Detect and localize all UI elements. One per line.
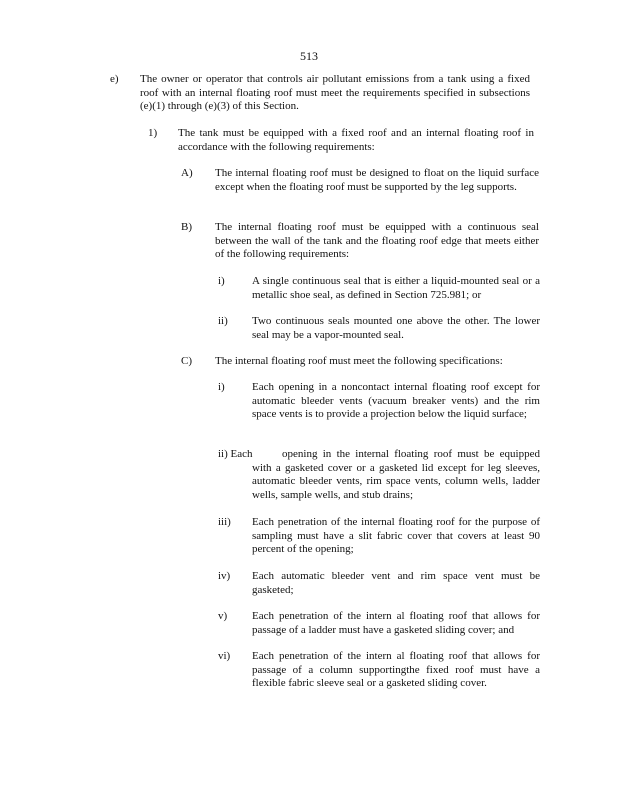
subparagraph-B-label: B) bbox=[181, 221, 192, 233]
subparagraph-A-label: A) bbox=[181, 167, 193, 179]
subparagraph-C-text: The internal floating roof must meet the following specifications: bbox=[215, 355, 503, 367]
subparagraph-B-item-ii-text: Two continuous seals mounted one above the other. The lower seal may be a vapor-mounted seal. bbox=[252, 315, 540, 341]
subparagraph-B-item-ii bbox=[218, 315, 540, 342]
subsection-e-label: e) bbox=[110, 73, 119, 85]
subparagraph-C-item-v bbox=[218, 610, 540, 637]
subparagraph-C-item-v-label: v) bbox=[218, 610, 228, 622]
subparagraph-C-item-i bbox=[218, 381, 540, 422]
subparagraph-C-item-iii bbox=[218, 516, 540, 557]
subparagraph-C-item-vi-label: vi) bbox=[218, 650, 231, 662]
subparagraph-C-item-iii-label: iii) bbox=[218, 516, 231, 528]
subparagraph-C-item-iv bbox=[218, 570, 540, 597]
subparagraph-C-item-vi bbox=[218, 650, 540, 691]
subparagraph-C-item-iv-label: iv) bbox=[218, 570, 231, 582]
subparagraph-A-text: The internal floating roof must be designed to float on the liquid surface except when the floating roof must be supported by the leg supports. bbox=[215, 167, 539, 193]
subparagraph-C-item-v-text: Each penetration of the intern al floating roof that allows for passage of a ladder must have a gasketed sliding cover; and bbox=[252, 610, 540, 636]
subparagraph-C-item-i-text: Each opening in a noncontact internal floating roof except for automatic bleeder vents (vacuum breaker vents) and the rim space vents is to provide a projection below the liquid surface; bbox=[252, 381, 540, 420]
subparagraph-C-item-ii-text: opening in the internal floating roof must be equipped with a gasketed cover or a gasketed lid except for leg sleeves, automatic bleeder vents, rim space vents, column wells, ladder wells, sample wells, and stub drains; bbox=[252, 448, 540, 501]
subparagraph-C-item-iv-text: Each automatic bleeder vent and rim space vent must be gasketed; bbox=[252, 570, 540, 596]
paragraph-1-label: 1) bbox=[148, 127, 158, 139]
page-number: 513 bbox=[300, 49, 318, 63]
subparagraph-B bbox=[181, 221, 539, 262]
paragraph-1-text: The tank must be equipped with a fixed roof and an internal floating roof in accordance with the following requirements: bbox=[178, 127, 534, 153]
subparagraph-A bbox=[181, 167, 539, 194]
subparagraph-B-item-i-label: i) bbox=[218, 275, 225, 287]
subparagraph-B-item-ii-label: ii) bbox=[218, 315, 228, 327]
paragraph-1 bbox=[148, 127, 534, 154]
subparagraph-C-item-iii-text: Each penetration of the internal floating roof for the purpose of sampling must have a slit fabric cover that covers at least 90 percent of the opening; bbox=[252, 516, 540, 555]
subparagraph-C-label: C) bbox=[181, 355, 192, 367]
subparagraph-B-item-i bbox=[218, 275, 540, 302]
subparagraph-C-item-ii bbox=[218, 448, 540, 502]
subparagraph-C-item-i-label: i) bbox=[218, 381, 225, 393]
subparagraph-C bbox=[181, 355, 539, 369]
subsection-e-text: The owner or operator that controls air pollutant emissions from a tank using a fixed roof with an internal floating roof must meet the requirements specified in subsections (e)(1) through (e)(3) of this Section. bbox=[140, 73, 530, 112]
subparagraph-B-item-i-text: A single continuous seal that is either a liquid-mounted seal or a metallic shoe seal, as defined in Section 725.981; or bbox=[252, 275, 540, 301]
subparagraph-C-item-vi-text: Each penetration of the intern al floating roof that allows for passage of a column supportingthe fixed roof must have a flexible fabric sleeve seal or a gasketed sliding cover. bbox=[252, 650, 540, 689]
subsection-e bbox=[110, 73, 530, 114]
subparagraph-B-text: The internal floating roof must be equipped with a continuous seal between the wall of the tank and the floating roof edge that meets either of the following requirements: bbox=[215, 221, 539, 260]
subparagraph-C-item-ii-label: ii) Each bbox=[218, 448, 253, 460]
